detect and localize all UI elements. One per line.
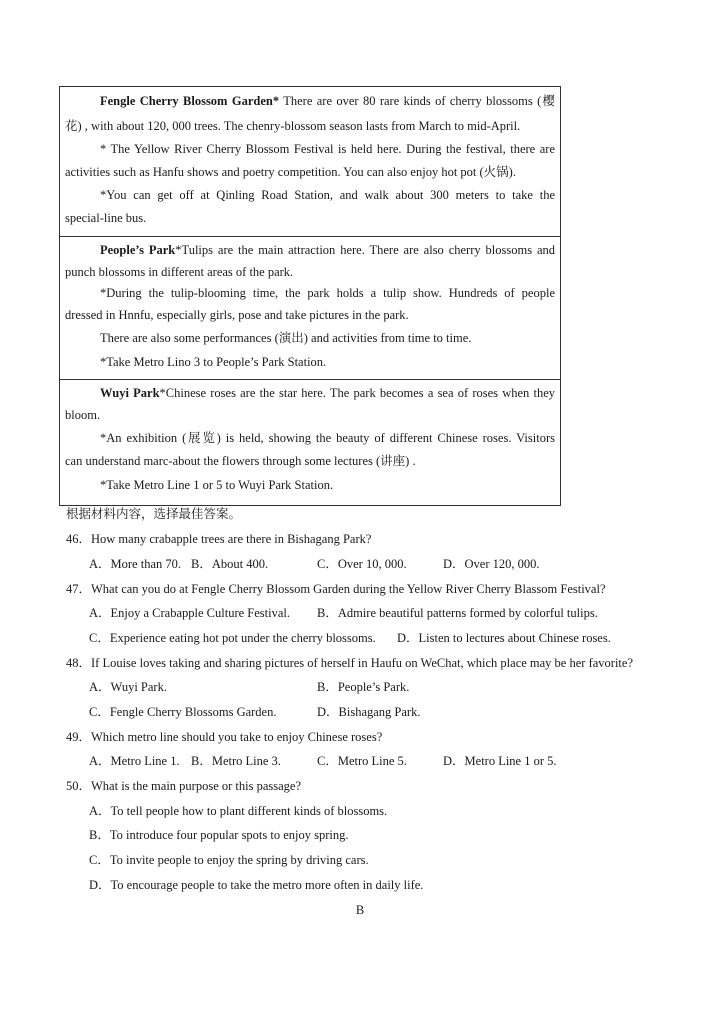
wuyi-title: Wuyi Park [100,386,160,400]
fengle-line-2: 花) , with about 120, 000 trees. The chenry-blossom season lasts from March to mid-April. [65,119,521,133]
question-47: 47．What can you do at Fengle Cherry Blossom Garden during the Yellow River Cherry Blassom Festival? [66,582,606,596]
q49-option-b[interactable]: B．Metro Line 3. [191,754,281,768]
wuyi-line-2: bloom. [65,408,101,422]
peoples-line-1 [100,242,555,258]
q49-option-d[interactable]: D．Metro Line 1 or 5. [443,754,557,768]
question-46: 46．How many crabapple trees are there in Bishagang Park? [66,532,372,546]
wuyi-line-3: *An exhibition (展览) is held, showing the beauty of different Chinese roses. Visitors [100,431,555,445]
question-50: 50．What is the main purpose or this passage? [66,779,302,793]
passage-cell-fengle [60,87,560,236]
peoples-line-3: *During the tulip-blooming time, the park holds a tulip show. Hundreds of people [100,286,555,300]
passage-cell-peoples-park [60,236,560,379]
q47-option-c[interactable]: C．Experience eating hot pot under the cherry blossoms. [89,631,376,645]
wuyi-line-5: *Take Metro Line 1 or 5 to Wuyi Park Station. [100,478,334,492]
q48-option-c[interactable]: C．Fengle Cherry Blossoms Garden. [89,705,277,719]
q46-option-b[interactable]: B．About 400. [191,557,269,571]
q47-option-a[interactable]: A．Enjoy a Crabapple Culture Festival. [89,606,291,620]
section-label: B [355,903,365,917]
question-48: 48．If Louise loves taking and sharing pictures of herself in Haufu on WeChat, which place may be her favorite? [66,656,633,670]
peoples-line-6: *Take Metro Lino 3 to People’s Park Station. [100,355,327,369]
fengle-text-1: There are over 80 rare kinds of cherry blossoms (樱 [283,94,555,108]
q50-option-b[interactable]: B．To introduce four popular spots to enjoy spring. [89,828,349,842]
q49-option-c[interactable]: C．Metro Line 5. [317,754,407,768]
q47-option-d[interactable]: D．Listen to lectures about Chinese roses. [397,631,611,645]
instruction: 根据材料内容，选择最佳答案。 [66,507,242,521]
q50-option-a[interactable]: A．To tell people how to plant different kinds of blossoms. [89,804,388,818]
q48-option-a[interactable]: A．Wuyi Park. [89,680,167,694]
peoples-text-1: *Tulips are the main attraction here. There are also cherry blossoms and [175,243,555,257]
wuyi-line-4: can understand marc-about the flowers through some lectures (讲座) . [65,454,416,468]
q48-option-d[interactable]: D．Bishagang Park. [317,705,421,719]
fengle-line-6: special-line bus. [65,211,147,225]
fengle-line-3: * The Yellow River Cherry Blossom Festival is held here. During the festival, there are [100,142,555,156]
passage-table [59,86,561,506]
peoples-line-5: There are also some performances (演出) and activities from time to time. [100,331,472,345]
q50-option-d[interactable]: D．To encourage people to take the metro more often in daily life. [89,878,424,892]
passage-cell-wuyi-park [60,379,560,505]
peoples-title: People’s Park [100,243,176,257]
fengle-title: Fengle Cherry Blossom Garden* [100,94,280,108]
peoples-line-4: dressed in Hnnfu, especially girls, pose and take pictures in the park. [65,308,409,322]
fengle-line-5: *You can get off at Qinling Road Station, and walk about 300 meters to take the [100,188,555,202]
q47-option-b[interactable]: B．Admire beautiful patterns formed by colorful tulips. [317,606,598,620]
q46-option-d[interactable]: D．Over 120, 000. [443,557,540,571]
fengle-line-1 [100,93,555,109]
q49-option-a[interactable]: A．Metro Line 1. [89,754,180,768]
q48-option-b[interactable]: B．People’s Park. [317,680,410,694]
wuyi-line-1 [100,385,555,401]
wuyi-text-1: *Chinese roses are the star here. The park becomes a sea of roses when they [159,386,555,400]
fengle-line-4: activities such as Hanfu shows and poetry competition. You can also enjoy hot pot (火锅). [65,165,516,179]
q46-option-a[interactable]: A．More than 70. [89,557,181,571]
q50-option-c[interactable]: C．To invite people to enjoy the spring by driving cars. [89,853,369,867]
q46-option-c[interactable]: C．Over 10, 000. [317,557,407,571]
question-49: 49．Which metro line should you take to enjoy Chinese roses? [66,730,383,744]
peoples-line-2: punch blossoms in different areas of the park. [65,265,294,279]
